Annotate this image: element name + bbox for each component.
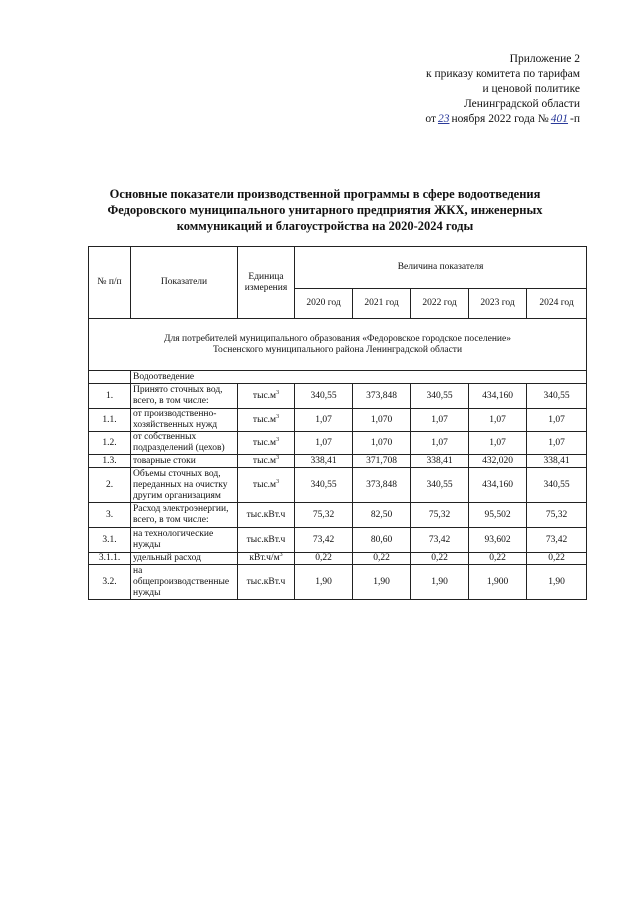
row-value: 93,602 bbox=[469, 528, 527, 553]
row-num: 1. bbox=[89, 384, 131, 409]
table-row bbox=[89, 528, 587, 553]
row-value: 0,22 bbox=[295, 553, 353, 565]
row-num: 2. bbox=[89, 468, 131, 503]
date-day-handwritten: 23 bbox=[437, 113, 450, 125]
header-year-2023: 2023 год bbox=[469, 289, 527, 319]
row-value: 1,07 bbox=[411, 432, 469, 455]
row-value: 1,07 bbox=[527, 432, 587, 455]
unit-text: кВт.ч/м bbox=[249, 553, 280, 563]
row-indicator: удельный расход bbox=[131, 553, 238, 565]
row-value: 95,502 bbox=[469, 503, 527, 528]
appendix-block bbox=[380, 52, 580, 127]
unit-text: тыс.м bbox=[252, 455, 277, 466]
table-row bbox=[89, 468, 587, 503]
table-row bbox=[89, 455, 587, 468]
row-value: 0,22 bbox=[353, 553, 411, 565]
row-value: 75,32 bbox=[527, 503, 587, 528]
row-value: 340,55 bbox=[411, 468, 469, 503]
header-value-group: Величина показателя bbox=[295, 247, 587, 289]
row-unit bbox=[238, 409, 295, 432]
row-value: 340,55 bbox=[411, 384, 469, 409]
table-row bbox=[89, 432, 587, 455]
date-mid: ноября 2022 года № bbox=[451, 113, 549, 125]
row-value: 75,32 bbox=[295, 503, 353, 528]
row-unit bbox=[238, 503, 295, 528]
row-unit bbox=[238, 528, 295, 553]
row-unit bbox=[238, 565, 295, 600]
row-value: 340,55 bbox=[295, 384, 353, 409]
row-value: 340,55 bbox=[527, 384, 587, 409]
row-indicator: от производственно-хозяйственных нужд bbox=[131, 409, 238, 432]
header-num: № п/п bbox=[89, 247, 131, 319]
section-title-line-2: Тосненского муниципального района Ленинградской области bbox=[212, 344, 463, 355]
row-num: 1.2. bbox=[89, 432, 131, 455]
row-num: 3.1. bbox=[89, 528, 131, 553]
row-num: 3. bbox=[89, 503, 131, 528]
appendix-line-4: Ленинградской области bbox=[463, 98, 580, 110]
document-title bbox=[90, 186, 560, 234]
row-value: 75,32 bbox=[411, 503, 469, 528]
row-value: 338,41 bbox=[527, 455, 587, 468]
group-num-cell bbox=[89, 371, 131, 384]
row-unit bbox=[238, 432, 295, 455]
row-unit bbox=[238, 553, 295, 565]
header-year-2022: 2022 год bbox=[411, 289, 469, 319]
date-prefix: от bbox=[425, 113, 436, 125]
row-value: 340,55 bbox=[527, 468, 587, 503]
row-value: 82,50 bbox=[353, 503, 411, 528]
header-year-2020: 2020 год bbox=[295, 289, 353, 319]
row-num: 3.1.1. bbox=[89, 553, 131, 565]
row-value: 0,22 bbox=[411, 553, 469, 565]
group-label: Водоотведение bbox=[131, 371, 587, 384]
row-indicator: на общепроизводственные нужды bbox=[131, 565, 238, 600]
row-value: 340,55 bbox=[295, 468, 353, 503]
row-value: 1,070 bbox=[353, 409, 411, 432]
unit-text: тыс.м bbox=[252, 479, 277, 490]
unit-superscript: 3 bbox=[276, 478, 280, 485]
unit-superscript: 3 bbox=[276, 454, 280, 461]
row-value: 1,07 bbox=[527, 409, 587, 432]
unit-text: тыс.м bbox=[252, 414, 277, 425]
indicators-table bbox=[88, 246, 587, 600]
row-value: 373,848 bbox=[353, 468, 411, 503]
row-unit bbox=[238, 468, 295, 503]
unit-text: тыс.м bbox=[252, 437, 277, 448]
row-indicator: на технологические нужды bbox=[131, 528, 238, 553]
title-line-2: Федоровского муниципального унитарного предприятия ЖКХ, инженерных bbox=[107, 203, 543, 217]
appendix-line-3: и ценовой политике bbox=[482, 83, 580, 95]
row-value: 1,07 bbox=[295, 432, 353, 455]
appendix-line-1: Приложение 2 bbox=[509, 53, 580, 65]
section-title-line-1: Для потребителей муниципального образования «Федоровское городское поселение» bbox=[164, 333, 511, 344]
unit-superscript: 3 bbox=[276, 413, 280, 420]
row-value: 0,22 bbox=[469, 553, 527, 565]
row-value: 73,42 bbox=[411, 528, 469, 553]
unit-superscript: 3 bbox=[276, 389, 280, 396]
table-row bbox=[89, 565, 587, 600]
row-value: 338,41 bbox=[295, 455, 353, 468]
row-value: 73,42 bbox=[527, 528, 587, 553]
appendix-date-line bbox=[380, 112, 580, 127]
row-value: 434,160 bbox=[469, 468, 527, 503]
row-indicator: товарные стоки bbox=[131, 455, 238, 468]
order-suffix: -п bbox=[570, 113, 580, 125]
title-line-1: Основные показатели производственной программы в сфере водоотведения bbox=[109, 187, 541, 201]
header-unit: Единица измерения bbox=[238, 247, 295, 319]
header-indicator: Показатели bbox=[131, 247, 238, 319]
row-value: 1,07 bbox=[469, 409, 527, 432]
header-year-2021: 2021 год bbox=[353, 289, 411, 319]
row-value: 1,07 bbox=[295, 409, 353, 432]
row-value: 1,90 bbox=[527, 565, 587, 600]
row-value: 1,07 bbox=[469, 432, 527, 455]
row-value: 73,42 bbox=[295, 528, 353, 553]
unit-text: тыс.кВт.ч bbox=[246, 509, 286, 520]
row-value: 371,708 bbox=[353, 455, 411, 468]
row-value: 432,020 bbox=[469, 455, 527, 468]
title-line-3: коммуникаций и благоустройства на 2020-2024 годы bbox=[176, 219, 474, 233]
row-num: 1.3. bbox=[89, 455, 131, 468]
row-indicator: от собственных подразделений (цехов) bbox=[131, 432, 238, 455]
header-year-2024: 2024 год bbox=[527, 289, 587, 319]
row-unit bbox=[238, 455, 295, 468]
row-value: 373,848 bbox=[353, 384, 411, 409]
row-value: 1,90 bbox=[411, 565, 469, 600]
row-value: 1,07 bbox=[411, 409, 469, 432]
row-value: 338,41 bbox=[411, 455, 469, 468]
row-value: 1,90 bbox=[295, 565, 353, 600]
table-row bbox=[89, 409, 587, 432]
row-indicator: Принято сточных вод, всего, в том числе: bbox=[131, 384, 238, 409]
order-number-handwritten: 401 bbox=[550, 113, 569, 125]
appendix-line-2: к приказу комитета по тарифам bbox=[426, 68, 580, 80]
row-value: 80,60 bbox=[353, 528, 411, 553]
table-row bbox=[89, 503, 587, 528]
row-num: 1.1. bbox=[89, 409, 131, 432]
row-value: 0,22 bbox=[527, 553, 587, 565]
unit-superscript: 3 bbox=[276, 436, 280, 443]
row-unit bbox=[238, 384, 295, 409]
unit-text: тыс.м bbox=[252, 390, 277, 401]
row-indicator: Объемы сточных вод, переданных на очистку другим организациям bbox=[131, 468, 238, 503]
row-num: 3.2. bbox=[89, 565, 131, 600]
row-value: 1,90 bbox=[353, 565, 411, 600]
unit-text: тыс.кВт.ч bbox=[246, 534, 286, 545]
table-row bbox=[89, 384, 587, 409]
row-value: 1,070 bbox=[353, 432, 411, 455]
section-title bbox=[89, 319, 587, 371]
row-value: 434,160 bbox=[469, 384, 527, 409]
unit-superscript: 3 bbox=[279, 551, 283, 558]
row-indicator: Расход электроэнергии, всего, в том числе: bbox=[131, 503, 238, 528]
row-value: 1,900 bbox=[469, 565, 527, 600]
unit-text: тыс.кВт.ч bbox=[246, 576, 286, 587]
table-row bbox=[89, 553, 587, 565]
